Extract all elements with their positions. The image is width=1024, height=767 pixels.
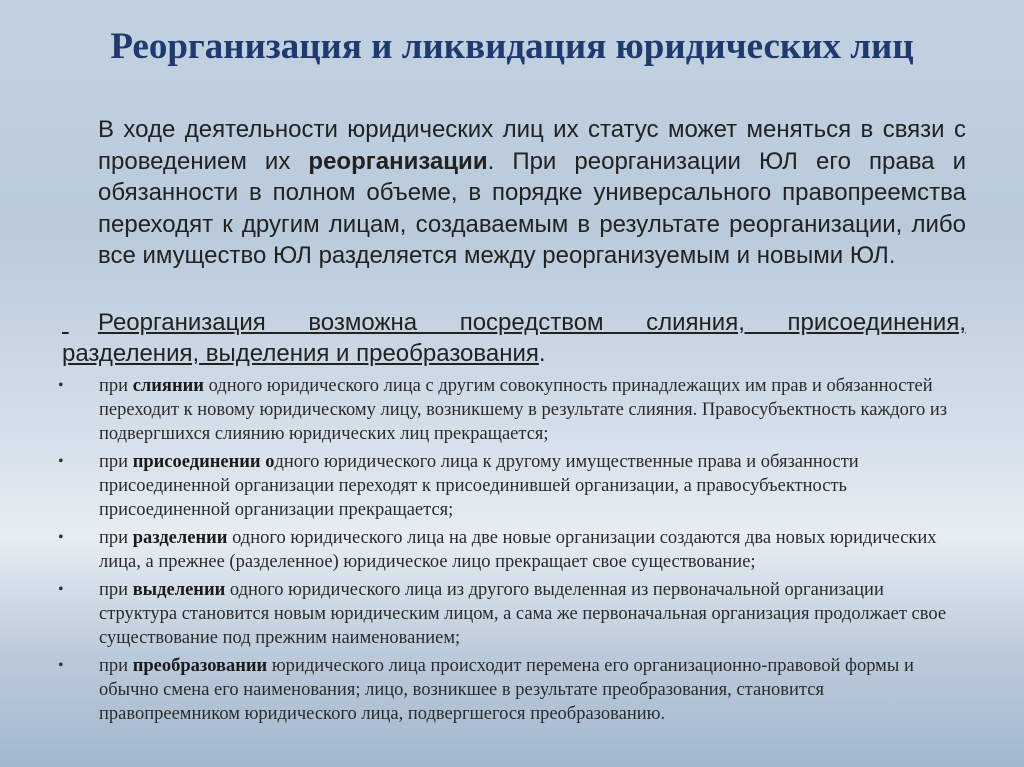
intro-paragraph	[98, 114, 966, 272]
list-item-text: дного юридического лица к другому имущественные права и обязанности присоединенной организации переходят к присоединившей организации, а правосубъектность присоединенной организации прекращается;	[99, 452, 859, 520]
list-item	[56, 578, 966, 650]
list-item	[56, 450, 966, 522]
slide-title: Реорганизация и ликвидация юридических лиц	[110, 26, 914, 67]
bullet-icon: •	[58, 453, 64, 470]
list-item-prefix: при	[99, 656, 133, 676]
list-item-text: одного юридического лица из другого выделенная из первоначальной организации структура становится новым юридическим лицом, а сама же первоначальная организация продолжает свое существование под прежним наименованием;	[99, 580, 947, 648]
list-item-prefix: при	[99, 580, 133, 600]
intro-text-1: В ходе деятельности юридических лиц их статус может меняться в связи с проведением их	[98, 116, 966, 175]
bullet-icon: •	[58, 377, 64, 394]
list-item-term: слиянии	[132, 376, 204, 396]
list-item	[56, 526, 966, 574]
list-item-text: одного юридического лица на две новые организации создаются два новых юридических лица, а прежнее (разделенное) юридическое лицо прекращает свое существование;	[99, 528, 937, 572]
list-item-term: присоединении о	[132, 452, 275, 472]
intro-text-2: . При реорганизации ЮЛ его права и обязанности в полном объеме, в порядке универсального правопреемства переходят к другим лицам, создаваемым в результате реорганизации, либо все имущество ЮЛ разделяется между реорганизуемым и новыми ЮЛ.	[98, 147, 967, 269]
bullet-icon: •	[58, 529, 64, 546]
list-item-prefix: при	[99, 376, 133, 396]
list-item	[56, 374, 966, 446]
reorganization-types-list	[56, 374, 966, 730]
list-item-term: выделении	[132, 580, 226, 600]
intro-bold-term: реорганизации	[308, 147, 488, 175]
bullet-icon: •	[58, 581, 64, 598]
list-item-text: юридического лица происходит перемена его организационно-правовой формы и обычно смена его наименования; лицо, возникшее в результате преобразования, становится правопреемником юридического лица, подвергшегося преобразованию.	[99, 656, 914, 724]
list-item-text: одного юридического лица с другим совокупность принадлежащих им прав и обязанностей переходит к новому юридическому лицу, возникшему в результате слияния. Правосубъектность каждого из подвергшихся слиянию юридических лиц прекращается;	[99, 376, 948, 444]
underline-lead	[62, 307, 98, 338]
list-item-term: преобразовании	[132, 656, 268, 676]
forms-underlined-text: Реорганизация возможна посредством слияния, присоединения, разделения, выделения и преобразования	[62, 309, 966, 367]
bullet-icon: •	[58, 657, 64, 674]
list-item	[56, 654, 966, 726]
list-item-term: разделении	[132, 528, 228, 548]
forms-end: .	[538, 340, 546, 367]
list-item-prefix: при	[99, 452, 133, 472]
reorganization-forms	[62, 307, 966, 369]
list-item-prefix: при	[99, 528, 133, 548]
